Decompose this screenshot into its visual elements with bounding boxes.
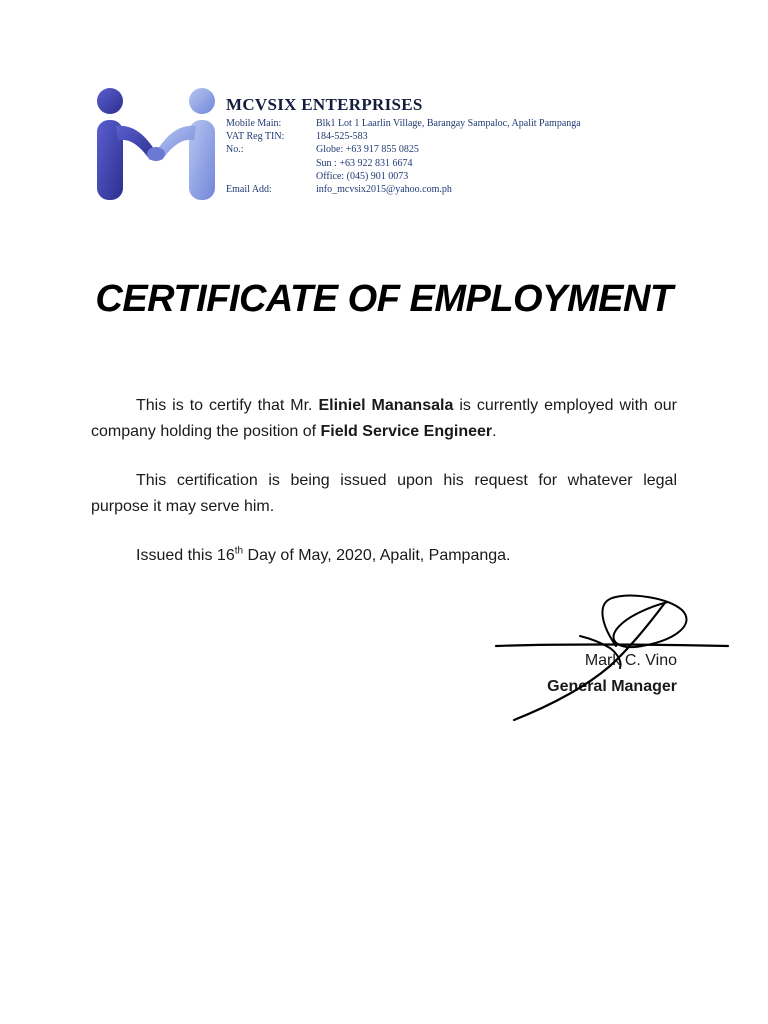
position: Field Service Engineer [320, 423, 493, 440]
document-title: CERTIFICATE OF EMPLOYMENT [95, 278, 673, 320]
signatory-title: General Manager [547, 678, 677, 695]
employee-name: Eliniel Manansala [318, 397, 454, 414]
vat-label: VAT Reg TIN: [226, 131, 285, 143]
phone-office: Office: (045) 901 0073 [316, 170, 409, 182]
contact-labels [226, 117, 284, 196]
email-address: info_mcvsix2015@yahoo.com.ph [316, 184, 452, 196]
mobile-main-label: Mobile Main: [226, 118, 282, 129]
company-name: MCVSIX ENTERPRISES [226, 95, 423, 114]
paragraph-issued: Issued this 16th Day of May, 2020, Apalit, Pampanga. [136, 545, 511, 564]
paragraph-certify: This is to certify that Mr. Eliniel Manansala is currently employed with our company holding the position of Field Service Engineer. [91, 397, 678, 440]
signatory-name: Mark C. Vino [584, 652, 677, 669]
phone-globe: Globe: +63 917 855 0825 [316, 144, 419, 156]
address: Blk1 Lot 1 Laarlin Village, Barangay Sampaloc, Apalit Pampanga [316, 118, 581, 129]
contact-values [316, 117, 581, 196]
no-label: No.: [226, 144, 244, 156]
company-logo [94, 86, 218, 204]
signature [492, 590, 732, 722]
phone-sun: Sun : +63 922 831 6674 [316, 157, 413, 169]
email-label: Email Add: [226, 184, 272, 196]
paragraph-purpose: This certification is being issued upon his request for whatever legal purpose it may serve him. [91, 472, 677, 515]
vat-value: 184-525-583 [316, 131, 368, 143]
